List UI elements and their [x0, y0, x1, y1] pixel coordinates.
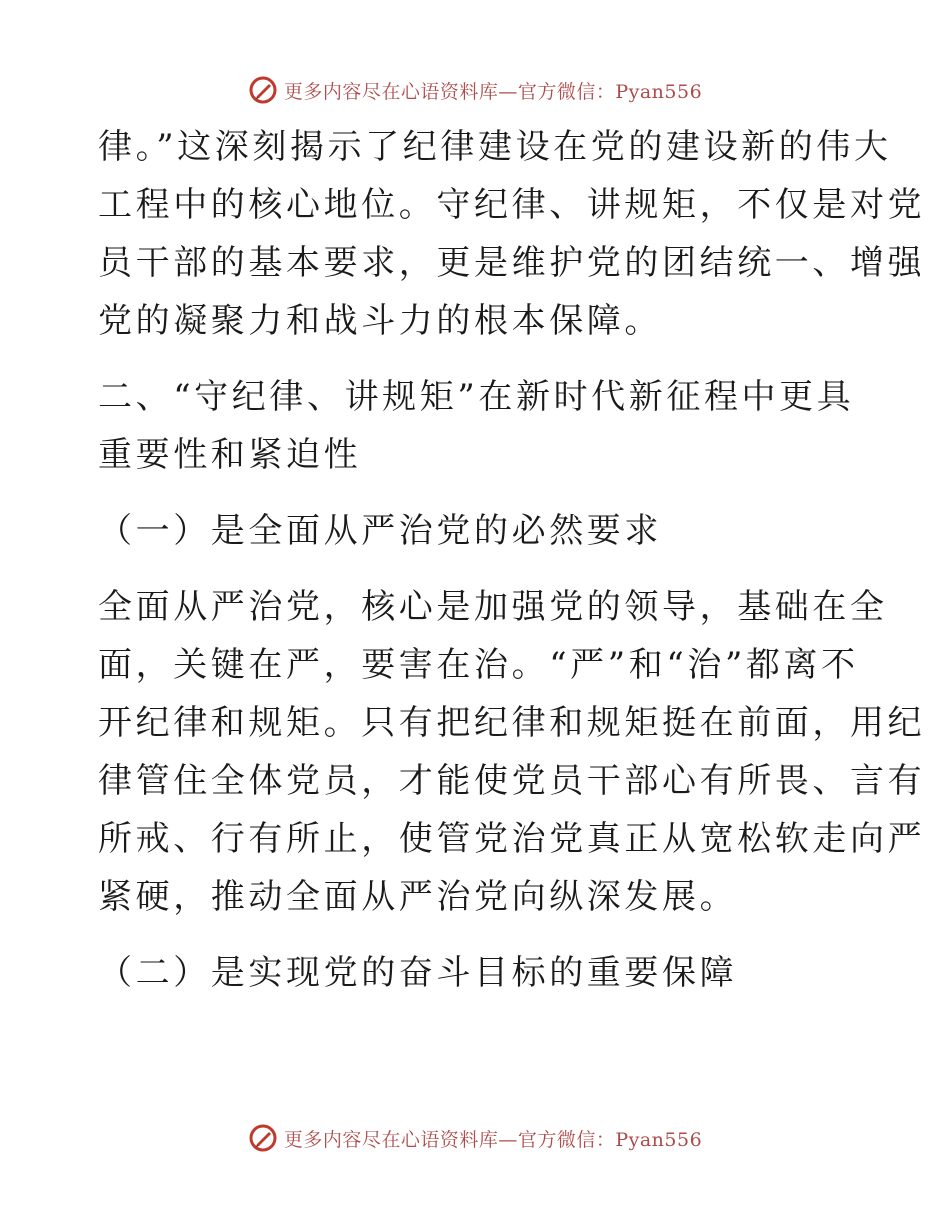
- heading-line: 二、“守纪律、讲规矩”在新时代新征程中更具: [98, 377, 855, 417]
- text-line: 全面从严治党，核心是加强党的领导，基础在全: [98, 587, 888, 627]
- subheading-1: （一）是全面从严治党的必然要求: [98, 511, 662, 551]
- text-line: 面，关键在严，要害在治。“严”和“治”都离不: [98, 645, 859, 685]
- text-line: 紧硬，推动全面从严治党向纵深发展。: [98, 877, 738, 917]
- text-line: 工程中的核心地位。守纪律、讲规矩，不仅是对党: [98, 185, 926, 225]
- text-line: 律管住全体党员，才能使党员干部心有所畏、言有: [98, 761, 926, 801]
- text-line: 开纪律和规矩。只有把纪律和规矩挺在前面，用纪: [98, 703, 926, 743]
- section-heading-2: [98, 368, 858, 484]
- paragraph-1: [98, 118, 926, 350]
- text-line: 所戒、行有所止，使管党治党真正从宽松软走向严: [98, 819, 926, 859]
- footer-banner-text: 更多内容尽在心语资料库—官方微信：Pyan556: [283, 1128, 703, 1151]
- pen-logo-icon: [248, 75, 278, 105]
- heading-line: 重要性和紧迫性: [98, 435, 362, 475]
- subheading-2: （二）是实现党的奋斗目标的重要保障: [98, 953, 738, 993]
- pen-logo-icon: [248, 1123, 278, 1153]
- text-line: 党的凝聚力和战斗力的根本保障。: [98, 301, 662, 341]
- header-banner: [0, 70, 950, 110]
- document-body: [98, 118, 926, 1002]
- header-banner-text: 更多内容尽在心语资料库—官方微信：Pyan556: [283, 80, 703, 103]
- text-line: 员干部的基本要求，更是维护党的团结统一、增强: [98, 243, 926, 283]
- footer-banner: [0, 1118, 950, 1158]
- text-line: 律。”这深刻揭示了纪律建设在党的建设新的伟大: [98, 127, 892, 167]
- paragraph-2: [98, 578, 926, 926]
